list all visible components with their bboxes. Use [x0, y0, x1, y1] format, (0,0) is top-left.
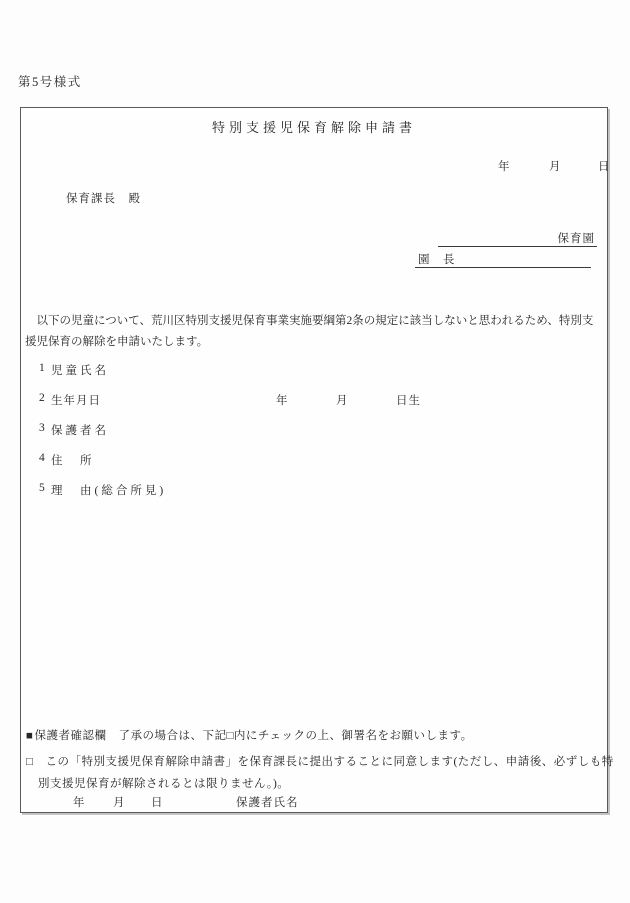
item-number: 3 — [39, 422, 45, 434]
form-title: 特別支援児保育解除申請書 — [211, 120, 416, 135]
sign-month-label: 月 — [113, 797, 126, 809]
body-paragraph — [25, 311, 625, 353]
confirm-heading-label: 保護者確認欄 — [34, 730, 107, 742]
birth-year-label: 年 — [276, 395, 289, 407]
item-number: 5 — [39, 482, 45, 494]
item-label-address: 住 所 — [51, 455, 95, 467]
principal-name-field[interactable] — [415, 253, 591, 268]
consent-checkbox[interactable]: □ — [26, 756, 34, 768]
item-label-birthdate: 生年月日 — [51, 395, 101, 407]
nursery-suffix-label: 保育園 — [557, 233, 595, 245]
signature-date-line — [21, 794, 607, 810]
item-label-reason: 理 由(総合所見) — [51, 485, 167, 497]
birth-day-label: 日生 — [396, 395, 421, 407]
sign-day-label: 日 — [151, 797, 164, 809]
principal-label: 園 長 — [418, 254, 456, 266]
birth-month-label: 月 — [336, 395, 349, 407]
confirm-heading-text: 了承の場合は、下記□内にチェックの上、御署名をお願いします。 — [106, 730, 473, 742]
nursery-name-field[interactable] — [438, 232, 597, 247]
item-label-guardian-name: 保護者名 — [51, 425, 109, 437]
consent-line-2: 別支援児保育が解除されるとは限りません。)。 — [38, 778, 290, 790]
item-row-child-name — [21, 362, 607, 392]
addressee-line: 保育課長 殿 — [66, 193, 141, 205]
filled-square-icon: ■ — [26, 730, 34, 742]
application-date-line — [21, 158, 610, 173]
form-border-box — [20, 107, 614, 813]
body-line-2: 援児保育の解除を申請いたします。 — [25, 336, 209, 348]
day-label: 日 — [598, 161, 610, 173]
body-line-1: 以下の児童について、荒川区特別支援児保育事業実施要綱第2条の規定に該当しないと思われるため、特別支 — [25, 315, 594, 327]
consent-line-1: この「特別支援児保育解除申請書」を保育課長に提出することに同意します(ただし、申請後、必ずしも特 — [33, 756, 614, 768]
guardian-name-label: 保護者氏名 — [236, 797, 299, 809]
item-row-reason — [21, 482, 607, 512]
guardian-confirm-heading — [26, 727, 473, 743]
item-row-guardian-name — [21, 422, 607, 452]
item-row-birthdate — [21, 392, 607, 422]
item-row-address — [21, 452, 607, 482]
sign-year-label: 年 — [73, 797, 86, 809]
year-label: 年 — [498, 161, 510, 173]
item-list — [21, 362, 607, 512]
item-number: 2 — [39, 392, 46, 404]
item-number: 4 — [39, 452, 45, 464]
month-label: 月 — [549, 161, 561, 173]
item-number: 1 — [39, 362, 45, 374]
form-number: 第5号様式 — [18, 75, 82, 89]
consent-paragraph — [26, 751, 614, 795]
item-label-child-name: 児童氏名 — [51, 365, 109, 377]
